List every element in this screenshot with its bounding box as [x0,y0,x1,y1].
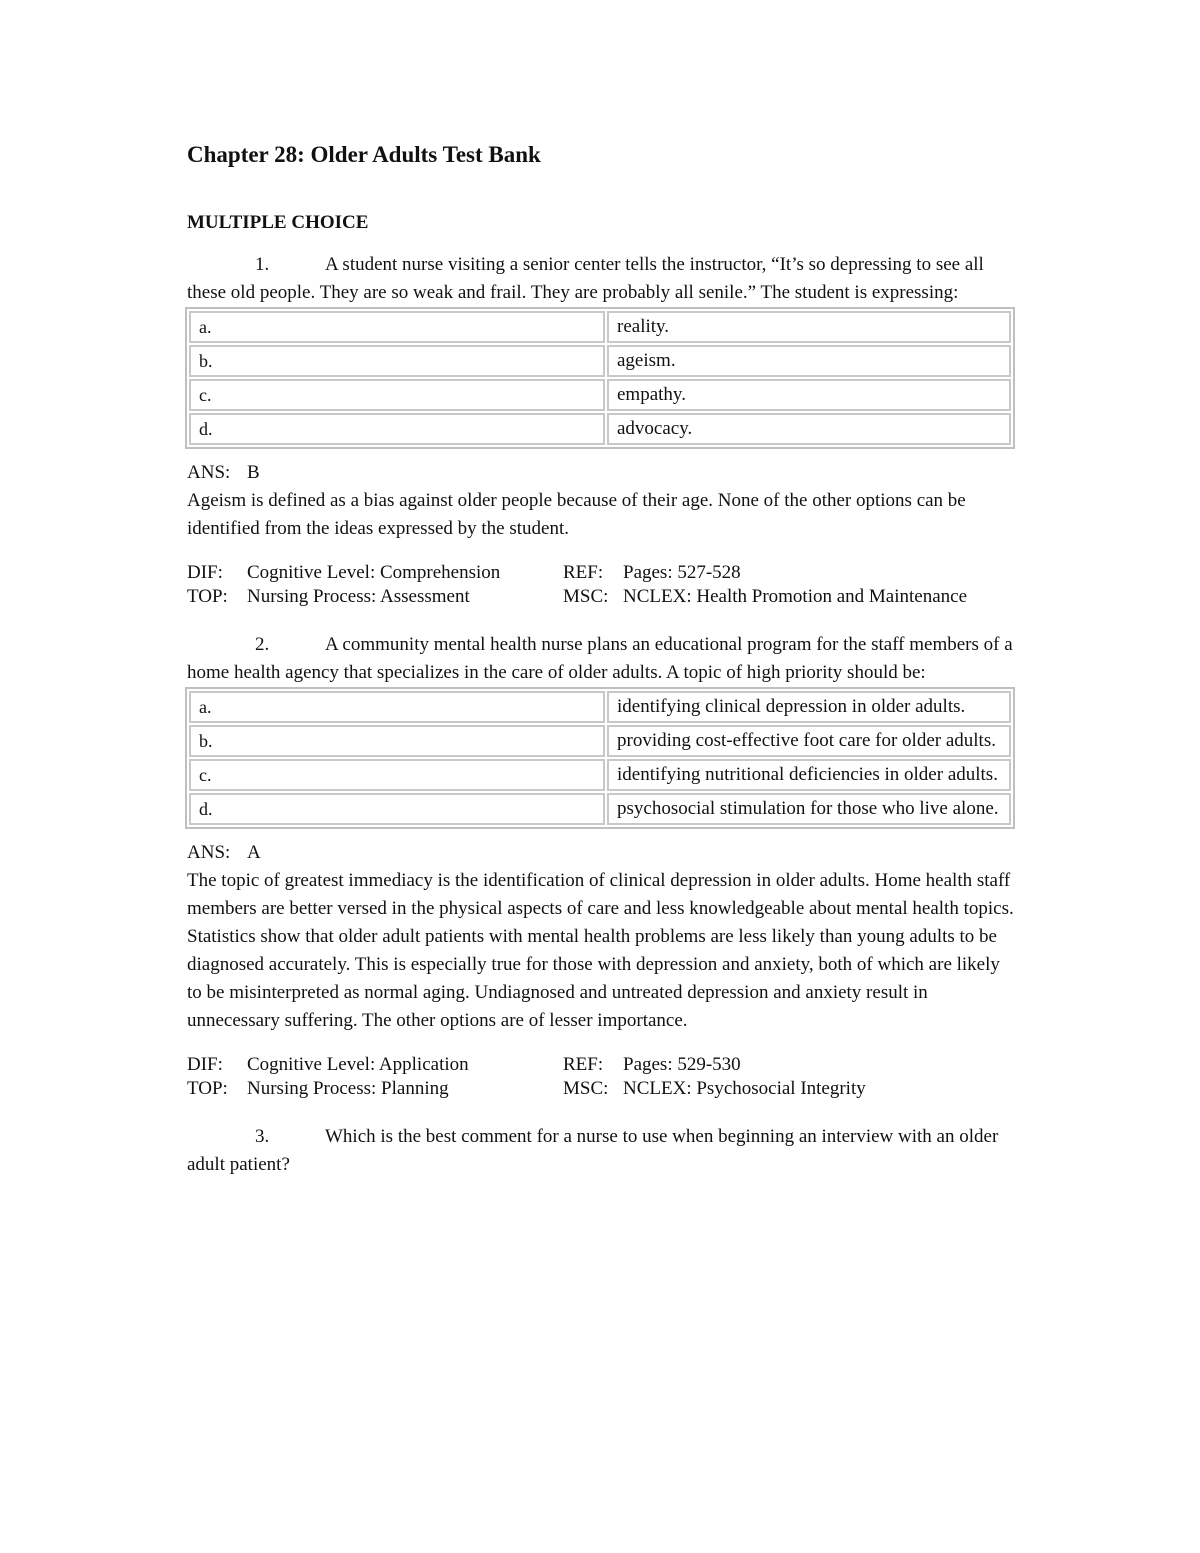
choices-table [185,687,1015,829]
choice-row [189,413,1011,445]
choice-letter: c. [189,379,605,411]
question-text: A community mental health nurse plans an educational program for the staff members of a home health agency that specializes in the care of older adults. A topic of high priority should be: [187,634,1013,683]
meta-row [187,585,1017,609]
top-value: Nursing Process: Assessment [247,586,470,607]
answer-line [187,839,1017,867]
msc-label: MSC: [563,1078,609,1099]
answer-line [187,459,1017,487]
question-3 [187,1123,1017,1179]
section-heading: MULTIPLE CHOICE [187,212,369,233]
question-stem [187,251,1017,307]
question-number: 3. [255,1126,270,1147]
choice-text: providing cost-effective foot care for older adults. [607,725,1011,757]
document-content [187,140,1017,1179]
choice-text: advocacy. [607,413,1011,445]
question-number: 1. [255,254,270,275]
msc-value: NCLEX: Psychosocial Integrity [623,1078,866,1099]
page-title: Chapter 28: Older Adults Test Bank [187,142,541,167]
top-value: Nursing Process: Planning [247,1078,449,1099]
choice-letter: b. [189,725,605,757]
question-stem [187,631,1017,687]
answer-label: ANS: [187,842,231,863]
choice-text: ageism. [607,345,1011,377]
meta-row [187,1077,1017,1101]
choice-text: psychosocial stimulation for those who live alone. [607,793,1011,825]
choices-table [185,307,1015,449]
choice-row [189,725,1011,757]
question-stem [187,1123,1017,1179]
dif-label: DIF: [187,562,223,583]
answer-label: ANS: [187,462,231,483]
msc-value: NCLEX: Health Promotion and Maintenance [623,586,968,607]
top-label: TOP: [187,1078,228,1099]
question-metadata [187,561,1017,609]
choice-letter: d. [189,413,605,445]
answer-value: A [247,842,261,863]
rationale: Ageism is defined as a bias against older people because of their age. None of the other options can be identified from the ideas expressed by the student. [187,490,966,539]
dif-value: Cognitive Level: Comprehension [247,562,501,583]
rationale: The topic of greatest immediacy is the identification of clinical depression in older adults. Home health staff members are better versed in the physical aspects of care and less knowledgeable about mental health topics. Statistics show that older adult patients with mental health problems are less likely than young adults to be diagnosed accurately. This is especially true for those with depression and anxiety, both of which are likely to be misinterpreted as normal aging. Undiagnosed and untreated depression and anxiety result in unnecessary suffering. The other options are of lesser importance. [187,870,1014,1031]
choice-text: empathy. [607,379,1011,411]
choice-text: identifying clinical depression in older adults. [607,691,1011,723]
answer-value: B [247,462,260,483]
msc-label: MSC: [563,586,609,607]
choice-letter: a. [189,311,605,343]
dif-value: Cognitive Level: Application [247,1054,469,1075]
choice-letter: b. [189,345,605,377]
choice-row [189,379,1011,411]
choice-row [189,345,1011,377]
choice-row [189,793,1011,825]
question-1 [187,251,1017,609]
meta-row [187,1053,1017,1077]
ref-label: REF: [563,562,604,583]
choice-letter: a. [189,691,605,723]
question-text: A student nurse visiting a senior center tells the instructor, “It’s so depressing to see all these old people. They are so weak and frail. They are probably all senile.” The student is expressing: [187,254,984,303]
choice-letter: c. [189,759,605,791]
choice-row [189,759,1011,791]
question-metadata [187,1053,1017,1101]
ref-value: Pages: 527-528 [623,562,741,583]
ref-value: Pages: 529-530 [623,1054,741,1075]
choice-text: identifying nutritional deficiencies in older adults. [607,759,1011,791]
ref-label: REF: [563,1054,604,1075]
choice-text: reality. [607,311,1011,343]
choice-row [189,311,1011,343]
meta-row [187,561,1017,585]
question-number: 2. [255,634,270,655]
question-text: Which is the best comment for a nurse to use when beginning an interview with an older adult patient? [187,1126,999,1175]
choice-letter: d. [189,793,605,825]
top-label: TOP: [187,586,228,607]
question-2 [187,631,1017,1101]
choice-row [189,691,1011,723]
dif-label: DIF: [187,1054,223,1075]
